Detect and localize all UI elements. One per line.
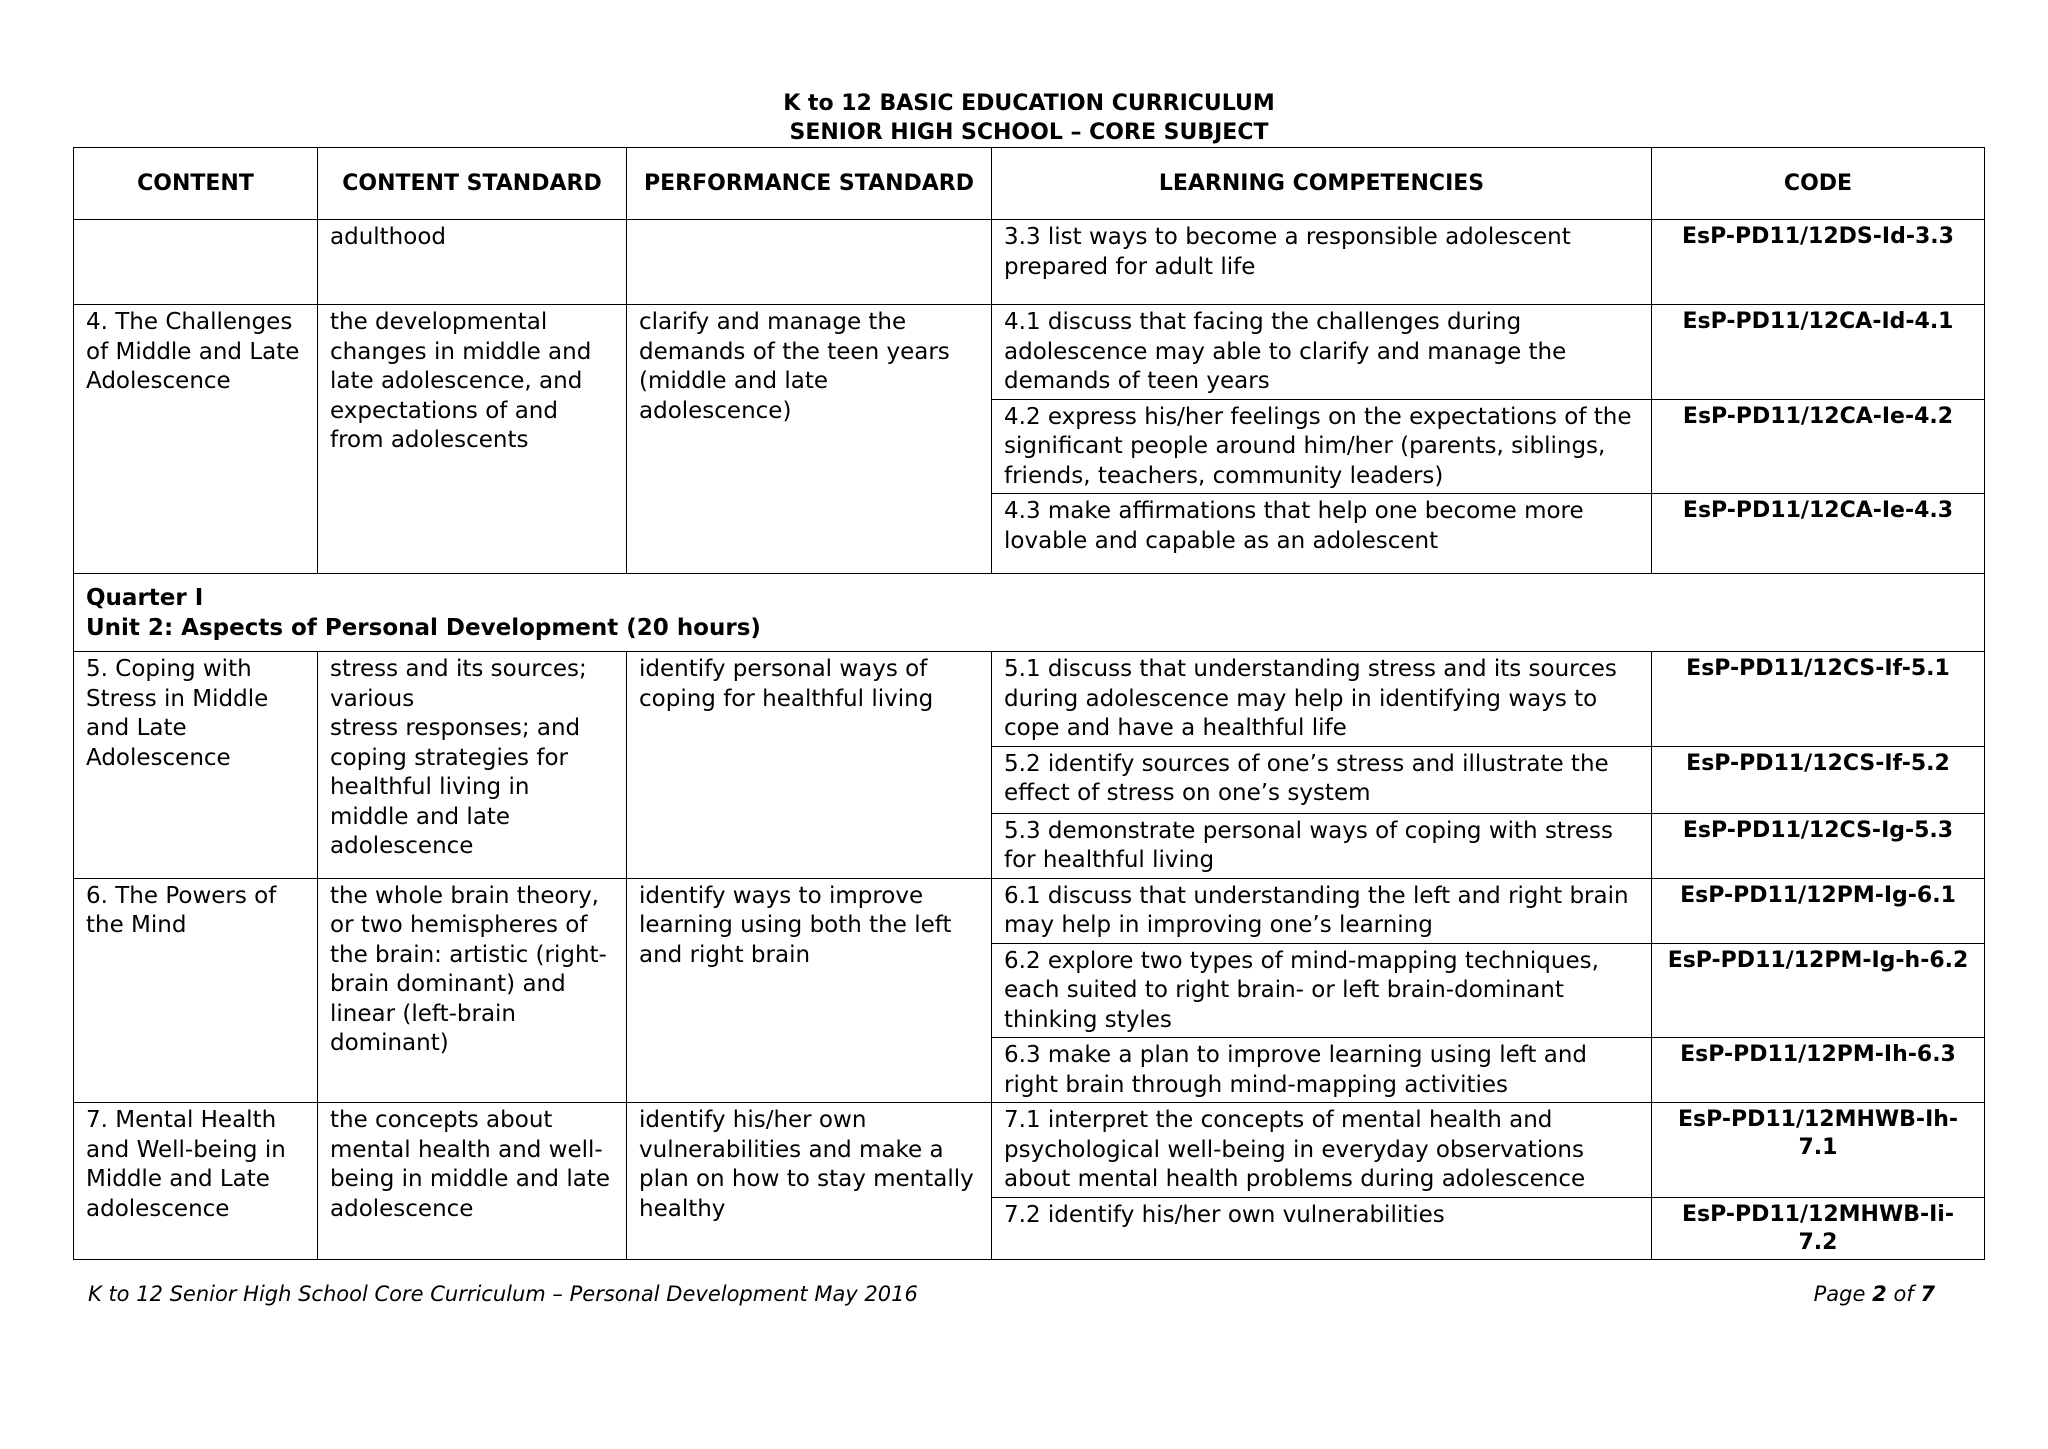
code-cell: EsP-PD11/12MHWB-Ih-7.1 <box>1652 1103 1985 1198</box>
content-cell: 4. The Challenges of Middle and Late Adolescence <box>74 305 318 574</box>
page-current: 2 <box>1872 1282 1887 1306</box>
table-row <box>74 878 1985 943</box>
table-row <box>74 220 1985 305</box>
content-cell: 6. The Powers of the Mind <box>74 878 318 1103</box>
page-of: of <box>1893 1282 1914 1306</box>
content-standard-cell: adulthood <box>318 220 627 305</box>
performance-standard-cell: identify ways to improve learning using both the left and right brain <box>627 878 992 1103</box>
performance-standard-cell: identify his/her own vulnerabilities and make a plan on how to stay mentally healthy <box>627 1103 992 1260</box>
code-cell: EsP-PD11/12CS-If-5.2 <box>1652 746 1985 813</box>
code-cell: EsP-PD11/12PM-Ih-6.3 <box>1652 1038 1985 1103</box>
performance-standard-cell: clarify and manage the demands of the teen years (middle and late adolescence) <box>627 305 992 574</box>
competency-cell: 6.2 explore two types of mind-mapping techniques, each suited to right brain- or left brain-dominant thinking styles <box>992 943 1652 1038</box>
competency-cell: 7.2 identify his/her own vulnerabilities <box>992 1197 1652 1259</box>
competency-cell: 4.1 discuss that facing the challenges during adolescence may able to clarify and manage the demands of teen years <box>992 305 1652 400</box>
code-cell: EsP-PD11/12CA-Ie-4.3 <box>1652 494 1985 574</box>
code-cell: EsP-PD11/12PM-Ig-6.1 <box>1652 878 1985 943</box>
performance-standard-cell <box>627 220 992 305</box>
page-total: 7 <box>1920 1282 1935 1306</box>
competency-cell: 3.3 list ways to become a responsible adolescent prepared for adult life <box>992 220 1652 305</box>
curriculum-table <box>73 147 1985 1260</box>
column-header-content-standard: CONTENT STANDARD <box>318 148 627 220</box>
competency-cell: 6.1 discuss that understanding the left and right brain may help in improving one’s learning <box>992 878 1652 943</box>
competency-cell: 5.2 identify sources of one’s stress and illustrate the effect of stress on one’s system <box>992 746 1652 813</box>
document-title: K to 12 BASIC EDUCATION CURRICULUM <box>783 91 1275 116</box>
code-cell: EsP-PD11/12CA-Id-4.1 <box>1652 305 1985 400</box>
page-number <box>1814 1282 1935 1306</box>
content-standard-cell <box>318 652 627 879</box>
competency-cell: 5.3 demonstrate personal ways of coping with stress for healthful living <box>992 813 1652 878</box>
code-cell: EsP-PD11/12CS-If-5.1 <box>1652 652 1985 747</box>
column-header-code: CODE <box>1652 148 1985 220</box>
column-header-performance-standard: PERFORMANCE STANDARD <box>627 148 992 220</box>
competency-cell: 4.2 express his/her feelings on the expectations of the significant people around him/her (parents, siblings, friends, teachers, community leaders) <box>992 399 1652 494</box>
table-header-row <box>74 148 1985 220</box>
content-standard-cell: the whole brain theory, or two hemispheres of the brain: artistic (right-brain dominant) and linear (left-brain dominant) <box>318 878 627 1103</box>
page-label: Page <box>1813 1282 1866 1306</box>
content-cell: 7. Mental Health and Well-being in Middle and Late adolescence <box>74 1103 318 1260</box>
code-cell: EsP-PD11/12CS-Ig-5.3 <box>1652 813 1985 878</box>
table-row <box>74 652 1985 747</box>
code-cell: EsP-PD11/12MHWB-Ii-7.2 <box>1652 1197 1985 1259</box>
unit-label: Unit 2: Aspects of Personal Development (20 hours) <box>86 614 761 641</box>
code-cell: EsP-PD11/12CA-Ie-4.2 <box>1652 399 1985 494</box>
document-subtitle: SENIOR HIGH SCHOOL – CORE SUBJECT <box>789 120 1269 145</box>
code-cell: EsP-PD11/12DS-Id-3.3 <box>1652 220 1985 305</box>
footer-document-title: K to 12 Senior High School Core Curriculum – Personal Development May 2016 <box>88 1282 918 1306</box>
competency-cell: 4.3 make affirmations that help one become more lovable and capable as an adolescent <box>992 494 1652 574</box>
competency-cell: 5.1 discuss that understanding stress and its sources during adolescence may help in identifying ways to cope and have a healthful life <box>992 652 1652 747</box>
unit-heading-row <box>74 574 1985 652</box>
quarter-label: Quarter I <box>86 585 204 611</box>
content-standard-cell: the developmental changes in middle and late adolescence, and expectations of and from adolescents <box>318 305 627 574</box>
content-standard-line: stress and its sources; various <box>330 656 587 712</box>
table-row <box>74 1103 1985 1198</box>
performance-standard-cell: identify personal ways of coping for healthful living <box>627 652 992 879</box>
code-cell: EsP-PD11/12PM-Ig-h-6.2 <box>1652 943 1985 1038</box>
competency-cell: 7.1 interpret the concepts of mental health and psychological well-being in everyday observations about mental health problems during adolescence <box>992 1103 1652 1198</box>
content-cell <box>74 220 318 305</box>
competency-cell: 6.3 make a plan to improve learning using left and right brain through mind-mapping activities <box>992 1038 1652 1103</box>
unit-heading <box>74 574 1985 652</box>
column-header-content: CONTENT <box>74 148 318 220</box>
content-cell: 5. Coping with Stress in Middle and Late Adolescence <box>74 652 318 879</box>
column-header-learning-competencies: LEARNING COMPETENCIES <box>992 148 1652 220</box>
table-row <box>74 305 1985 400</box>
content-standard-cell: the concepts about mental health and well-being in middle and late adolescence <box>318 1103 627 1260</box>
content-standard-line: stress responses; and coping strategies for healthful living in middle and late adolescence <box>330 715 581 859</box>
